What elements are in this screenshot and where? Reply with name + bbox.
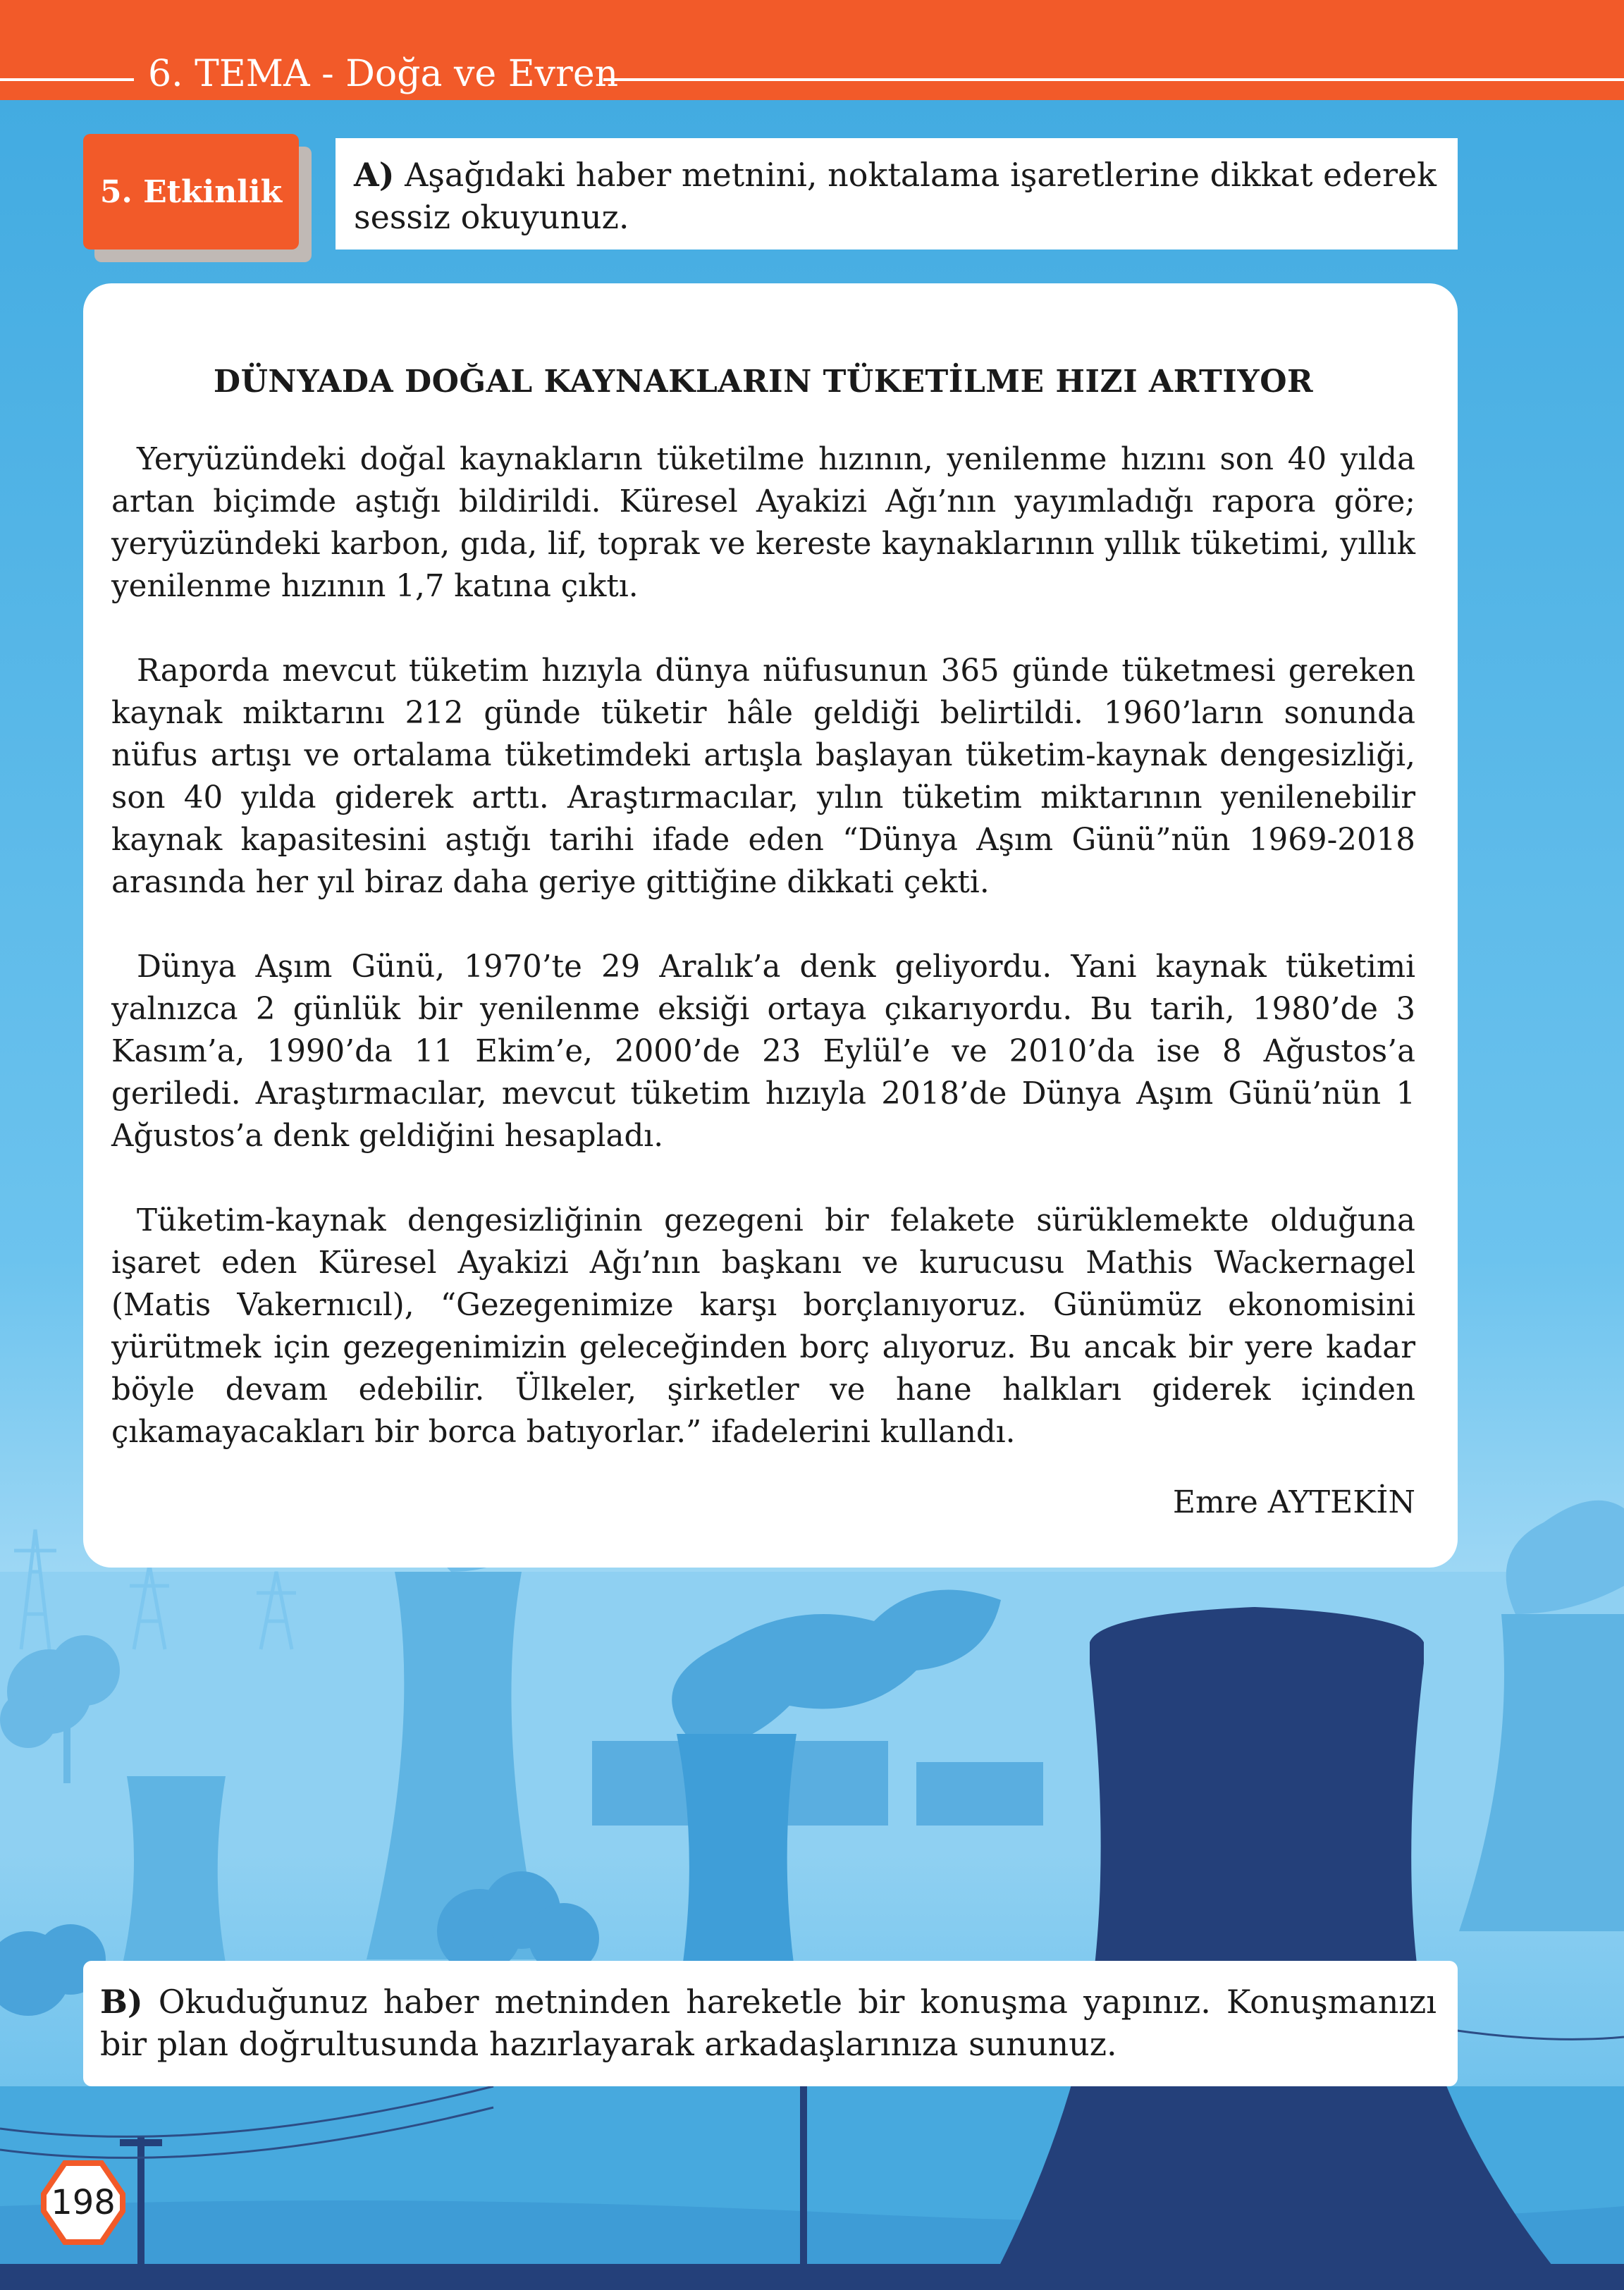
article-paragraph-4: Tüketim-kaynak dengesizliğinin gezegeni bir felakete sürüklemekte olduğuna işaret eden Küresel Ayakizi Ağı’nın başkanı ve kurucusu Mathis Wackernagel (Matis Vakernıcıl), “Gezegenimize karşı borçlanıyoruz. Günümüz ekonomisini yürütmek için gezegenimizin geleceğinden borç alıyoruz. Bu ancak bir yere kadar böyle devam edebilir. Ülkeler, şirketler ve hane halkları giderek içinden çıkamayacakları bir borca batıyorlar.” ifadelerini kullandı.	[111, 1203, 1415, 1450]
part-b-marker: B)	[100, 1983, 143, 2021]
article-card	[83, 283, 1458, 1568]
part-a-marker: A)	[354, 156, 395, 194]
header-rule-right	[603, 78, 1624, 81]
activity-badge: 5. Etkinlik	[83, 134, 299, 250]
instruction-part-b	[83, 1961, 1458, 2086]
article-paragraph-2: Raporda mevcut tüketim hızıyla dünya nüfusunun 365 günde tüketmesi gereken kaynak miktarını 212 günde tüketir hâle geldiği belirtildi. 1960’ların sonunda nüfus artışı ve ortalama tüketimdeki artışla başlayan tüketim-kaynak dengesizliği, son 40 yılda giderek arttı. Araştırmacılar, yılın tüketim miktarının yenilenebilir kaynak kapasitesini aştığı tarihi ifade eden “Dünya Aşım Günü”nün 1969-2018 arasında her yıl biraz daha geriye gittiğine dikkati çekti.	[111, 653, 1415, 900]
theme-title: 6. TEMA - Doğa ve Evren	[148, 53, 619, 95]
page-number: 198	[51, 2183, 116, 2222]
article-author: Emre AYTEKİN	[1172, 1484, 1415, 1520]
header-rule-left	[0, 78, 134, 81]
article-paragraph-3: Dünya Aşım Günü, 1970’te 29 Aralık’a denk geliyordu. Yani kaynak tüketimi yalnızca 2 günlük bir yenilenme eksiği ortaya çıkarıyordu. Bu tarih, 1980’de 3 Kasım’a, 1990’da 11 Ekim’e, 2000’de 23 Eylül’e ve 2010’da ise 8 Ağustos’a geriledi. Araştırmacılar, mevcut tüketim hızıyla 2018’de Dünya Aşım Günü’nün 1 Ağustos’a denk geldiğini hesapladı.	[111, 949, 1415, 1154]
article-title: DÜNYADA DOĞAL KAYNAKLARIN TÜKETİLME HIZI ARTIYOR	[213, 364, 1314, 400]
part-b-text: Okuduğunuz haber metninden hareketle bir konuşma yapınız. Konuşmanızı bir plan doğrultusunda hazırlayarak arkadaşlarınıza sununuz.	[100, 1983, 1437, 2063]
part-a-text: Aşağıdaki haber metnini, noktalama işaretlerine dikkat ederek sessiz okuyunuz.	[354, 156, 1437, 236]
instruction-part-a	[336, 138, 1458, 250]
article-paragraph-1: Yeryüzündeki doğal kaynakların tüketilme hızının, yenilenme hızını son 40 yılda artan biçimde aştığı bildirildi. Küresel Ayakizi Ağı’nın yayımladığı rapora göre; yeryüzündeki karbon, gıda, lif, toprak ve kereste kaynaklarının yıllık tüketimi, yıllık yenilenme hızının 1,7 katına çıktı.	[111, 442, 1415, 604]
